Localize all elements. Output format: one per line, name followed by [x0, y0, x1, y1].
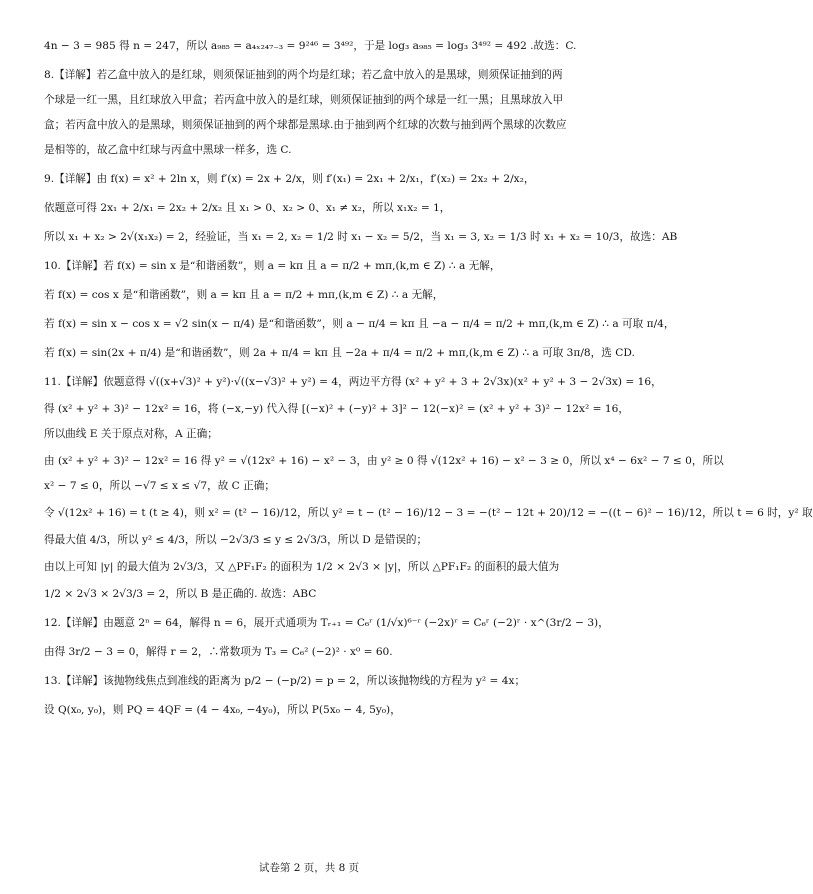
text-line: 12.【详解】由题意 2ⁿ = 64，解得 n = 6，展开式通项为 Tᵣ₊₁ = C₆ʳ (1/√x)⁶⁻ʳ (−2x)ʳ = C₆ʳ (−2)ʳ · x^(3r/2 − 3)， [44, 617, 609, 629]
text-line: 所以 x₁ + x₂ > 2√(x₁x₂) = 2，经验证，当 x₁ = 2, x₂ = 1/2 时 x₁ − x₂ = 5/2，当 x₁ = 3, x₂ = 1/3 时 x₁ + x₂ = 10/3，故选：AB [44, 231, 678, 243]
text-line: 得最大值 4/3，所以 y² ≤ 4/3，所以 −2√3/3 ≤ y ≤ 2√3/3，所以 D 是错误的； [44, 534, 428, 546]
text-line: 13.【详解】该抛物线焦点到准线的距离为 p/2 − (−p/2) = p = 2，所以该抛物线的方程为 y² = 4x； [44, 675, 526, 687]
text-line: 11.【详解】依题意得 √((x+√3)² + y²)·√((x−√3)² + y²) = 4，两边平方得 (x² + y² + 3 + 2√3x)(x² + y² + 3 − 2√3x) = 16， [44, 376, 662, 388]
text-line: 设 Q(x₀, y₀)，则 PQ = 4QF = (4 − 4x₀, −4y₀)，所以 P(5x₀ − 4, 5y₀)， [44, 704, 401, 716]
text-line: 由得 3r/2 − 3 = 0，解得 r = 2，∴常数项为 T₃ = C₆² (−2)² · x⁰ = 60. [44, 646, 393, 658]
text-line: 若 f(x) = cos x 是“和谐函数”，则 a = kπ 且 a = π/2 + mπ,(k,m ∈ Z) ∴ a 无解， [44, 289, 444, 301]
text-line: 得 (x² + y² + 3)² − 12x² = 16，将 (−x,−y) 代入得 [(−x)² + (−y)² + 3]² − 12(−x)² = (x² + y² + 3)² − 12x² = 16， [44, 403, 629, 415]
text-line: 若 f(x) = sin(2x + π/4) 是“和谐函数”，则 2a + π/4 = kπ 且 −2a + π/4 = π/2 + mπ,(k,m ∈ Z) ∴ a 可取 3π/8，选 CD. [44, 347, 635, 359]
text-line: 个球是一红一黑，且红球放入甲盒；若丙盒中放入的是红球，则须保证抽到的两个球是一红一黑；且黑球放入甲 [44, 94, 564, 106]
text-line: 是相等的，故乙盒中红球与丙盒中黑球一样多，选 C. [44, 144, 292, 156]
text-line: 令 √(12x² + 16) = t (t ≥ 4)，则 x² = (t² − 16)/12，所以 y² = t − (t² − 16)/12 − 3 = −(t² − 12t + 20)/12 = −((t − 6)² − 16)/12，所以 t = 6 时，y² 取 [44, 507, 813, 519]
text-line: 由 (x² + y² + 3)² − 12x² = 16 得 y² = √(12x² + 16) − x² − 3，由 y² ≥ 0 得 √(12x² + 16) − x² − 3 ≥ 0，所以 x⁴ − 6x² − 7 ≤ 0，所以 [44, 455, 724, 467]
text-line: 1/2 × 2√3 × 2√3/3 = 2，所以 B 是正确的. 故选：ABC [44, 588, 317, 600]
text-line: 依题意可得 2x₁ + 2/x₁ = 2x₂ + 2/x₂ 且 x₁ > 0、x₂ > 0、x₁ ≠ x₂，所以 x₁x₂ = 1， [44, 202, 451, 214]
text-line: 由以上可知 |y| 的最大值为 2√3/3，又 △PF₁F₂ 的面积为 1/2 × 2√3 × |y|，所以 △PF₁F₂ 的面积的最大值为 [44, 561, 560, 573]
text-line: 8.【详解】若乙盒中放入的是红球，则须保证抽到的两个均是红球；若乙盒中放入的是黑球，则须保证抽到的两 [44, 69, 563, 81]
text-line: 盒；若丙盒中放入的是黑球，则须保证抽到的两个球都是黑球.由于抽到两个红球的次数与抽到两个黑球的次数应 [44, 119, 567, 131]
text-line: 10.【详解】若 f(x) = sin x 是“和谐函数”，则 a = kπ 且 a = π/2 + mπ,(k,m ∈ Z) ∴ a 无解， [44, 260, 501, 272]
page-footer: 试卷第 2 页，共 8 页 [258, 862, 360, 874]
text-line: 所以曲线 E 关于原点对称，A 正确； [44, 428, 218, 440]
text-line: 4n − 3 = 985 得 n = 247，所以 a₉₈₅ = a₄ₓ₂₄₇₋₃ = 9²⁴⁶ = 3⁴⁹²，于是 log₃ a₉₈₅ = log₃ 3⁴⁹² = 492 .故选：C. [44, 40, 577, 52]
text-line: 若 f(x) = sin x − cos x = √2 sin(x − π/4) 是“和谐函数”，则 a − π/4 = kπ 且 −a − π/4 = π/2 + mπ,(k,m ∈ Z) ∴ a 可取 π/4， [44, 318, 675, 330]
text-line: x² − 7 ≤ 0，所以 −√7 ≤ x ≤ √7，故 C 正确； [44, 480, 275, 492]
text-line: 9.【详解】由 f(x) = x² + 2ln x，则 f′(x) = 2x + 2/x，则 f′(x₁) = 2x₁ + 2/x₁，f′(x₂) = 2x₂ + 2/x₂， [44, 173, 535, 185]
